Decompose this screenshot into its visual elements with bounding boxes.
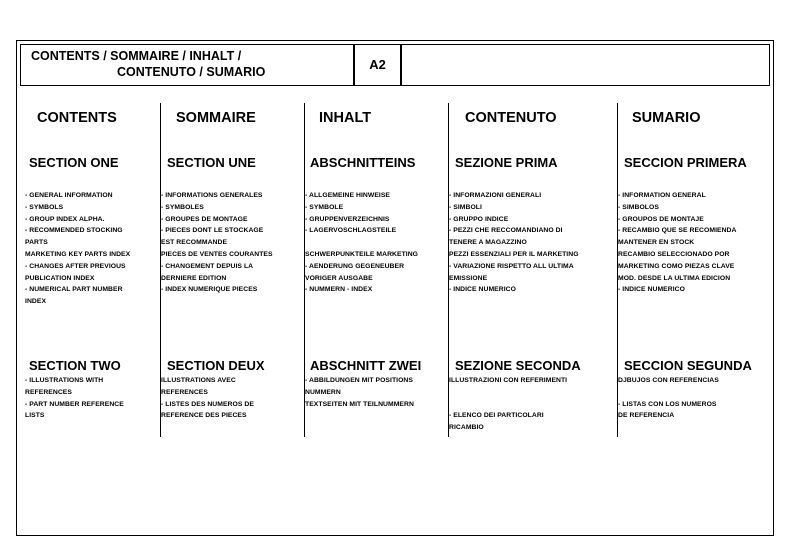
list-item xyxy=(305,237,418,249)
column-heading: CONTENTS xyxy=(37,110,117,126)
list-item: - ABBILDUNGEN MIT POSITIONS xyxy=(305,377,413,384)
list-item: - LISTAS CON LOS NUMEROS xyxy=(618,400,717,408)
list-item: TENERE A MAGAZZINO xyxy=(449,239,527,247)
list-item: - ELENCO DEI PARTICOLARI xyxy=(449,412,544,420)
list-item: - SIMBOLOS xyxy=(618,203,659,211)
column-heading: CONTENUTO xyxy=(465,110,557,126)
list-item: - PEZZI CHE RECCOMANDIANO DI xyxy=(449,227,563,235)
section-one-list xyxy=(305,190,418,296)
list-item: MANTENER EN STOCK xyxy=(618,239,695,247)
list-item xyxy=(449,387,567,399)
list-item: - INDICE NUMERICO xyxy=(449,286,516,294)
list-item: - GROUPOS DE MONTAJE xyxy=(618,215,704,223)
header-title-box xyxy=(20,44,354,86)
list-item: VORIGER AUSGABE xyxy=(305,274,373,282)
list-item: ILLUSTRATIONS AVEC xyxy=(161,377,236,384)
list-item: - INDEX NUMERIQUE PIECES xyxy=(161,286,258,294)
list-item: - PART NUMBER REFERENCE xyxy=(25,400,124,408)
list-item: - LISTES DES NUMEROS DE xyxy=(161,400,254,408)
column-heading: SUMARIO xyxy=(632,110,701,126)
header-title-line1: CONTENTS / SOMMAIRE / INHALT / xyxy=(31,49,242,63)
list-item: - CHANGEMENT DEPUIS LA xyxy=(161,262,254,270)
list-item: PIECES DE VENTES COURANTES xyxy=(161,250,273,258)
list-item: - GRUPPO INDICE xyxy=(449,215,509,223)
section-two-heading: SECTION TWO xyxy=(29,358,121,373)
list-item: - LAGERVOSCHLAGSTEILE xyxy=(305,227,397,235)
list-item: - RECAMBIO QUE SE RECOMIENDA xyxy=(618,227,737,235)
list-item: - AENDERUNG GEGENEUBER xyxy=(305,262,405,270)
list-item: MARKETING KEY PARTS INDEX xyxy=(25,250,131,258)
list-item: - SYMBOLS xyxy=(25,203,64,211)
section-two-heading: SECTION DEUX xyxy=(167,358,265,373)
list-item: PEZZI ESSENZIALI PER IL MARKETING xyxy=(449,250,579,258)
column-sommaire xyxy=(160,103,303,437)
list-item: - CHANGES AFTER PREVIOUS xyxy=(25,262,126,270)
list-item: - SIMBOLI xyxy=(449,203,482,211)
list-item: REFERENCE DES PIECES xyxy=(161,412,247,420)
list-item: NUMMERN xyxy=(305,388,341,396)
list-item: - ILLUSTRATIONS WITH xyxy=(25,377,104,384)
section-one-list xyxy=(449,190,579,296)
list-item: - GRUPPENVERZEICHNIS xyxy=(305,215,390,223)
list-item: ILLUSTRAZIONI CON REFERIMENTI xyxy=(449,377,568,384)
list-item: REFERENCES xyxy=(161,388,208,396)
list-item: - SYMBOLE xyxy=(305,203,344,211)
column-contenuto xyxy=(448,103,616,437)
list-item: - INDICE NUMERICO xyxy=(618,286,685,294)
column-heading: INHALT xyxy=(319,110,372,126)
section-one-heading: ABSCHNITTEINS xyxy=(310,155,416,170)
list-item: EMISSIONE xyxy=(449,274,488,282)
list-item: - NUMMERN - INDEX xyxy=(305,286,373,294)
list-item: INDEX xyxy=(25,298,47,306)
section-one-list xyxy=(25,190,130,308)
list-item: - GROUPES DE MONTAGE xyxy=(161,215,248,223)
list-item: DJBUJOS CON REFERENCIAS xyxy=(618,377,719,384)
list-item: PUBLICATION INDEX xyxy=(25,274,95,282)
list-item xyxy=(618,387,719,399)
list-item: TEXTSEITEN MIT TEILNUMMERN xyxy=(305,400,414,408)
section-two-list xyxy=(449,375,567,434)
section-two-heading: ABSCHNITT ZWEI xyxy=(310,358,422,373)
section-one-heading: SECTION UNE xyxy=(167,155,256,170)
column-contents xyxy=(25,103,159,437)
column-sumario xyxy=(617,103,767,437)
section-two-list xyxy=(161,375,254,422)
list-item: DE REFERENCIA xyxy=(618,412,675,420)
list-item: - INFORMAZIONI GENERALI xyxy=(449,192,542,199)
list-item: SCHWERPUNKTEILE MARKETING xyxy=(305,250,419,258)
header-code-box: A2 xyxy=(354,44,401,86)
list-item: - SYMBOLES xyxy=(161,203,204,211)
list-item: - GROUP INDEX ALPHA. xyxy=(25,215,105,223)
column-heading: SOMMAIRE xyxy=(176,110,256,126)
column-inhalt xyxy=(304,103,447,437)
header-bar xyxy=(20,44,770,86)
header-empty-box xyxy=(401,44,770,86)
section-two-list xyxy=(618,375,719,422)
list-item: - PIECES DONT LE STOCKAGE xyxy=(161,227,264,235)
list-item: RICAMBIO xyxy=(449,424,484,432)
section-one-heading: SEZIONE PRIMA xyxy=(455,155,558,170)
list-item: REFERENCES xyxy=(25,388,72,396)
list-item: PARTS xyxy=(25,239,48,247)
list-item: - INFORMATIONS GENERALES xyxy=(161,192,263,199)
list-item: MARKETING COMO PIEZAS CLAVE xyxy=(618,262,735,270)
section-two-heading: SECCION SEGUNDA xyxy=(624,358,752,373)
list-item: RECAMBIO SELECCIONADO POR xyxy=(618,250,730,258)
list-item: - GENERAL INFORMATION xyxy=(25,192,113,199)
section-one-heading: SECTION ONE xyxy=(29,155,119,170)
list-item: - INFORMATION GENERAL xyxy=(618,192,706,199)
header-title-line2: CONTENUTO / SUMARIO xyxy=(117,65,266,79)
list-item: - ALLGEMEINE HINWEISE xyxy=(305,192,391,199)
section-one-list xyxy=(618,190,736,296)
list-item xyxy=(449,399,567,411)
section-two-list xyxy=(305,375,414,410)
list-item: - NUMERICAL PART NUMBER xyxy=(25,286,123,294)
list-item: - VARIAZIONE RISPETTO ALL ULTIMA xyxy=(449,262,574,270)
list-item: LISTS xyxy=(25,412,45,420)
section-one-list xyxy=(161,190,273,296)
section-one-heading: SECCION PRIMERA xyxy=(624,155,747,170)
list-item: MOD. DESDE LA ULTIMA EDICION xyxy=(618,274,731,282)
list-item: DERNIERE EDITION xyxy=(161,274,227,282)
list-item: - RECOMMENDED STOCKING xyxy=(25,227,123,235)
document-page xyxy=(16,40,774,536)
section-two-heading: SEZIONE SECONDA xyxy=(455,358,581,373)
list-item: EST RECOMMANDE xyxy=(161,239,228,247)
section-two-list xyxy=(25,375,124,422)
